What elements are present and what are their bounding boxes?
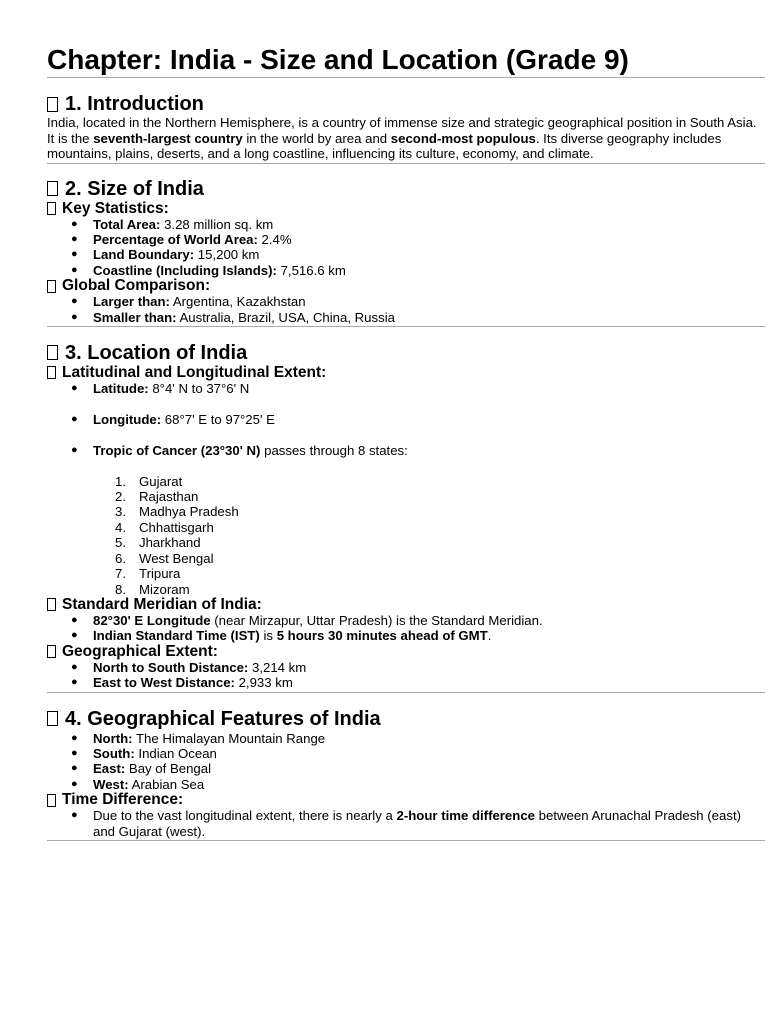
checkbox-icon	[47, 280, 56, 293]
list-item: ● Indian Standard Time (IST) is 5 hours 30 minutes ahead of GMT.	[71, 628, 492, 644]
lat-long-list	[47, 381, 765, 458]
bullet-icon: ●	[71, 809, 78, 822]
subheading-standard-meridian: Standard Meridian of India:	[47, 597, 765, 613]
list-item: ● Land Boundary: 15,200 km	[71, 247, 260, 263]
list-item: ● 82°30' E Longitude (near Mirzapur, Uttar Pradesh) is the Standard Meridian.	[71, 612, 543, 628]
bullet-icon: ●	[71, 629, 78, 642]
page-title: Chapter: India - Size and Location (Grade 9)	[47, 44, 765, 78]
section-geographical-features	[47, 693, 765, 841]
time-difference-list	[47, 808, 765, 839]
list-item: ● East to West Distance: 2,933 km	[71, 675, 293, 691]
list-item: ● Total Area: 3.28 million sq. km	[71, 216, 274, 232]
bullet-icon: ●	[71, 263, 78, 276]
bullet-icon: ●	[71, 310, 78, 323]
bullet-icon: ●	[71, 295, 78, 308]
checkbox-icon	[47, 598, 56, 611]
bullet-icon: ●	[71, 443, 78, 456]
bullet-icon: ●	[71, 412, 78, 425]
section-introduction	[47, 78, 765, 164]
list-item: ● West: Arabian Sea	[71, 776, 205, 792]
tropic-states-list	[47, 474, 765, 597]
list-item: 2. Rajasthan	[115, 489, 199, 505]
list-item: 6. West Bengal	[115, 550, 214, 566]
bullet-icon: ●	[71, 613, 78, 626]
key-statistics-list	[47, 217, 765, 279]
bullet-icon: ●	[71, 762, 78, 775]
geographical-extent-list	[47, 660, 765, 691]
checkbox-icon	[47, 366, 56, 379]
list-item: ● Percentage of World Area: 2.4%	[71, 231, 292, 247]
section-heading-location: 3. Location of India	[47, 341, 765, 365]
list-item: ● Due to the vast longitudinal extent, there is nearly a 2-hour time difference between Arunachal Pradesh (east) and Gujarat (west).	[71, 808, 741, 839]
subheading-time-difference: Time Difference:	[47, 792, 765, 808]
checkbox-icon	[47, 794, 56, 807]
bullet-icon: ●	[71, 381, 78, 394]
section-heading-size: 2. Size of India	[47, 177, 765, 201]
checkbox-icon	[47, 97, 58, 112]
list-item: ● Smaller than: Australia, Brazil, USA, China, Russia	[71, 309, 395, 325]
list-item: ● South: Indian Ocean	[71, 745, 217, 761]
bullet-icon: ●	[71, 676, 78, 689]
list-item: ● North: The Himalayan Mountain Range	[71, 730, 326, 746]
list-item: ● Longitude: 68°7' E to 97°25' E	[71, 411, 275, 427]
bullet-icon: ●	[71, 777, 78, 790]
checkbox-icon	[47, 711, 58, 726]
subheading-global-comparison: Global Comparison:	[47, 278, 765, 294]
bullet-icon: ●	[71, 746, 78, 759]
section-heading-introduction: 1. Introduction	[47, 92, 765, 116]
checkbox-icon	[47, 181, 58, 196]
bullet-icon: ●	[71, 217, 78, 230]
checkbox-icon	[47, 202, 56, 215]
list-item: 8. Mizoram	[115, 581, 190, 597]
list-item: ● Latitude: 8°4' N to 37°6' N	[71, 380, 250, 396]
list-item: ● East: Bay of Bengal	[71, 761, 212, 777]
list-item: ● Tropic of Cancer (23°30' N) passes through 8 states:	[71, 442, 408, 458]
section-location	[47, 327, 765, 693]
subheading-lat-long-extent: Latitudinal and Longitudinal Extent:	[47, 365, 765, 381]
bullet-icon: ●	[71, 232, 78, 245]
section-size	[47, 164, 765, 327]
bullet-icon: ●	[71, 660, 78, 673]
checkbox-icon	[47, 645, 56, 658]
list-item: ● Larger than: Argentina, Kazakhstan	[71, 294, 306, 310]
list-item: 4. Chhattisgarh	[115, 519, 214, 535]
list-item: 1. Gujarat	[115, 473, 183, 489]
subheading-geographical-extent: Geographical Extent:	[47, 644, 765, 660]
list-item: 3. Madhya Pradesh	[115, 504, 239, 520]
checkbox-icon	[47, 345, 58, 360]
standard-meridian-list	[47, 613, 765, 644]
section-heading-geographical-features: 4. Geographical Features of India	[47, 707, 765, 731]
list-item: ● North to South Distance: 3,214 km	[71, 659, 307, 675]
list-item: 5. Jharkhand	[115, 535, 201, 551]
list-item: ● Coastline (Including Islands): 7,516.6 km	[71, 262, 346, 278]
bullet-icon: ●	[71, 248, 78, 261]
geographical-features-list	[47, 731, 765, 793]
bullet-icon: ●	[71, 731, 78, 744]
subheading-key-statistics: Key Statistics:	[47, 201, 765, 217]
intro-paragraph: India, located in the Northern Hemisphere, is a country of immense size and strategic geographical position in South Asia. It is the seventh-largest country in the world by area and second-most populous. Its diverse geography includes mountains, plains, deserts, and a long coastline, influencing its culture, economy, and climate.	[47, 115, 757, 161]
list-item: 7. Tripura	[115, 566, 181, 582]
global-comparison-list	[47, 294, 765, 325]
